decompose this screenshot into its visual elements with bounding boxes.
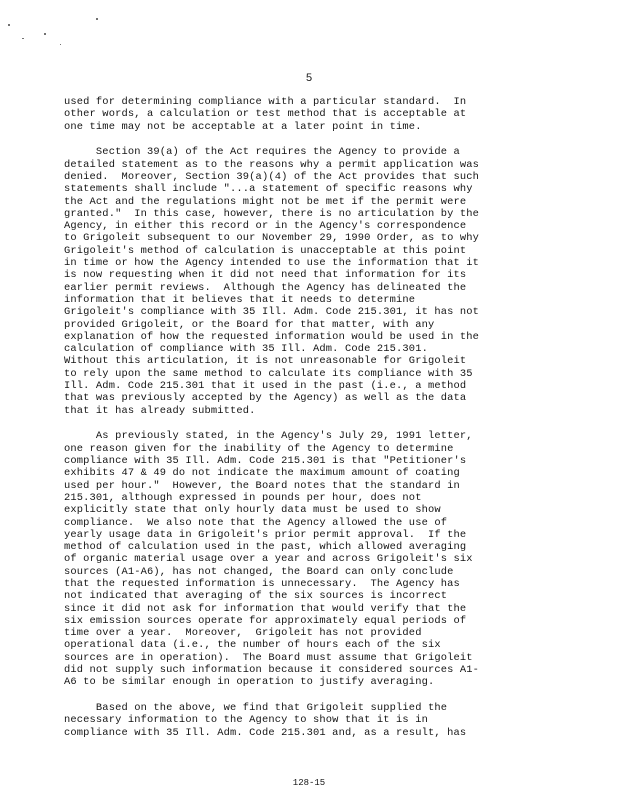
- text-line: that was previously accepted by the Agency) as well as the data: [64, 392, 467, 405]
- text-line: six emission sources operate for approximately equal periods of: [64, 614, 467, 627]
- text-line: Agency, in either this record or in the Agency's correspondence: [64, 220, 467, 233]
- scan-speck: [60, 44, 61, 45]
- text-line: operational data (i.e., the number of hours each of the six: [64, 639, 441, 652]
- text-line: Section 39(a) of the Act requires the Agency to provide a: [64, 146, 460, 159]
- scan-speck: [44, 33, 46, 35]
- paragraph: [64, 146, 554, 417]
- page-footer: 128-15: [292, 778, 326, 788]
- text-line: denied. Moreover, Section 39(a)(4) of the Act provides that such: [64, 170, 480, 183]
- text-line: used per hour." However, the Board notes that the standard in: [64, 479, 460, 492]
- text-line: Ill. Adm. Code 215.301 that it used in the past (i.e., a method: [64, 380, 467, 393]
- text-line: A6 to be similar enough in operation to justify averaging.: [64, 676, 435, 689]
- text-line: Without this articulation, it is not unreasonable for Grigoleit: [64, 355, 467, 368]
- text-line: necessary information to the Agency to show that it is in: [64, 714, 428, 727]
- text-line: explicitly state that only hourly data must be used to show: [64, 504, 441, 517]
- page-number: 5: [305, 73, 313, 85]
- text-line: did not supply such information because it considered sources A1-: [64, 664, 480, 677]
- text-line: to rely upon the same method to calculate its compliance with 35: [64, 367, 473, 380]
- text-line: 215.301, although expressed in pounds per hour, does not: [64, 491, 422, 504]
- text-line: granted." In this case, however, there is no articulation by the: [64, 207, 480, 220]
- text-line: since it did not ask for information that would verify that the: [64, 602, 467, 615]
- text-line: other words, a calculation or test method that is acceptable at: [64, 108, 467, 121]
- text-line: Based on the above, we find that Grigoleit supplied the: [64, 702, 448, 715]
- text-line: sources (A1-A6), has not changed, the Board can only conclude: [64, 565, 454, 578]
- text-line: is now requesting when it did not need that information for its: [64, 269, 467, 282]
- text-line: of organic material usage over a year and across Grigoleit's six: [64, 553, 473, 566]
- text-line: information that it believes that it needs to determine: [64, 293, 416, 306]
- text-line: Grigoleit's method of calculation is unacceptable at this point: [64, 244, 467, 257]
- text-line: compliance. We also note that the Agency allowed the use of: [64, 516, 448, 529]
- text-line: compliance with 35 Ill. Adm. Code 215.301 and, as a result, has: [64, 726, 467, 739]
- text-line: Grigoleit's compliance with 35 Ill. Adm. Code 215.301, it has not: [64, 306, 480, 319]
- text-line: to Grigoleit subsequent to our November 29, 1990 Order, as to why: [64, 232, 480, 245]
- text-line: yearly usage data in Grigoleit's prior permit approval. If the: [64, 528, 467, 541]
- text-line: calculation of compliance with 35 Ill. Adm. Code 215.301.: [64, 343, 428, 356]
- text-line: the Act and the regulations might not be met if the permit were: [64, 195, 467, 208]
- text-line: sources are in operation). The Board must assume that Grigoleit: [64, 651, 473, 664]
- paragraph: [64, 702, 554, 739]
- text-line: earlier permit reviews. Although the Agency has delineated the: [64, 281, 467, 294]
- text-line: explanation of how the requested information would be used in the: [64, 330, 480, 343]
- paragraph: [64, 96, 554, 133]
- text-line: method of calculation used in the past, which allowed averaging: [64, 541, 467, 554]
- text-line: in time or how the Agency intended to use the information that it: [64, 257, 480, 270]
- text-line: time over a year. Moreover, Grigoleit has not provided: [64, 627, 422, 640]
- text-line: not indicated that averaging of the six sources is incorrect: [64, 590, 448, 603]
- text-line: that it has already submitted.: [64, 404, 256, 417]
- text-line: provided Grigoleit, or the Board for that matter, with any: [64, 318, 435, 331]
- text-line: one time may not be acceptable at a later point in time.: [64, 120, 422, 133]
- text-line: detailed statement as to the reasons why a permit application was: [64, 158, 480, 171]
- text-line: As previously stated, in the Agency's July 29, 1991 letter,: [64, 430, 473, 443]
- scan-speck: [96, 18, 98, 20]
- text-line: one reason given for the inability of the Agency to determine: [64, 442, 454, 455]
- scan-speck: [8, 24, 10, 26]
- body-text: [64, 96, 554, 753]
- paragraph: [64, 430, 554, 688]
- text-line: exhibits 47 & 49 do not indicate the maximum amount of coating: [64, 467, 460, 480]
- text-line: statements shall include "...a statement of specific reasons why: [64, 183, 473, 196]
- text-line: compliance with 35 Ill. Adm. Code 215.301 is that "Petitioner's: [64, 455, 467, 468]
- text-line: that the requested information is unnecessary. The Agency has: [64, 577, 460, 590]
- text-line: used for determining compliance with a particular standard. In: [64, 96, 467, 108]
- scan-speck: [22, 38, 24, 39]
